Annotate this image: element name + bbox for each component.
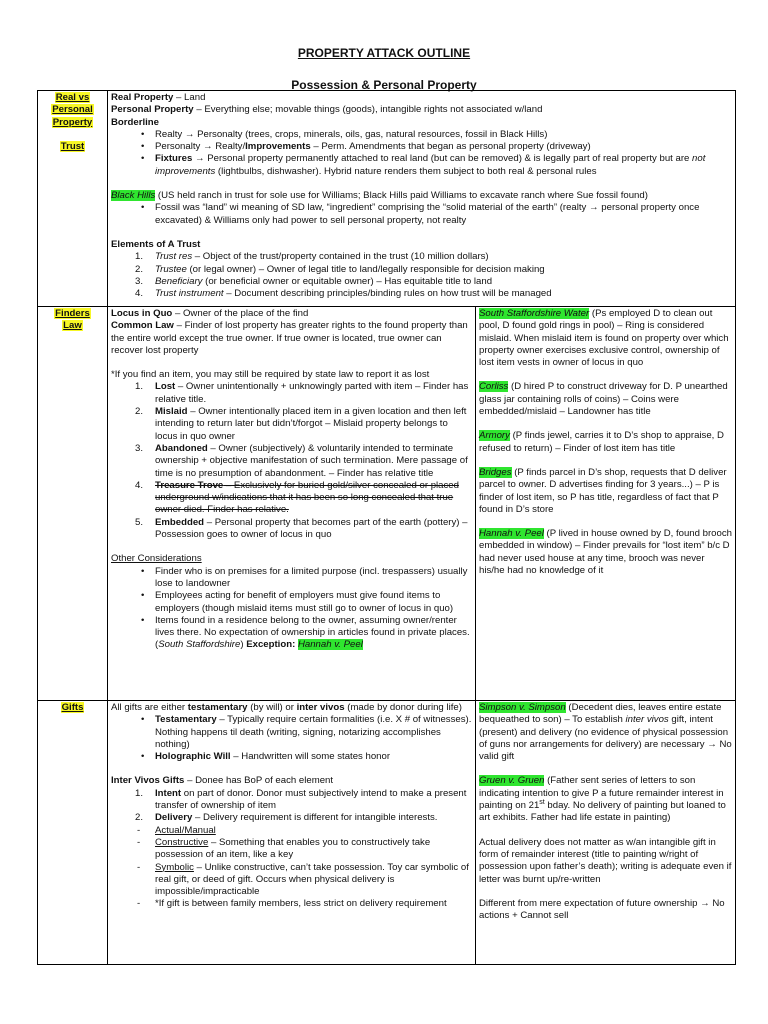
intro-text: All gifts are either [111,702,188,713]
case-corliss [479,381,732,418]
case-hannah-v-peel [479,528,732,577]
finders-rules [108,307,476,701]
row-finders-law [38,307,736,701]
south-staffordshire-ref: South Staffordshire [158,639,241,651]
embedded-term: Embedded [155,516,205,528]
improvements-def: – Perm. Amendments that began as personal property (driveway) [310,141,591,153]
testamentary-def: – Typically require certain formalities (i.e. X # of witnesses). Nothing happens til death (writing, signing, notarizing accomplishes nothing) [155,714,472,750]
num: 2. [135,812,144,824]
symbolic-term: Symbolic [155,861,194,873]
finder-category [111,517,472,542]
family-note: *If gift is between family members, less strict on delivery requirement [155,898,447,910]
personal-property-def: – Everything else; movable things (goods), intangible rights not associated w/land [193,104,543,116]
finder-category [111,406,472,443]
mislaid-term: Mislaid [155,406,188,418]
locus-line [111,308,472,320]
personal-property-line [111,104,732,116]
label-cell-gifts [38,701,108,965]
real-personal-content [108,91,736,307]
label-law: Law [63,320,82,332]
actual-manual: Actual/Manual [155,824,216,836]
hannah-ref: Hannah v. Peel [297,639,363,651]
actual-delivery-note: Actual delivery does not matter as w/an intangible gift in form of remainder interest (title to painting w/right of possession upon father’s death); writing is adequate even if letter was burnt up/re-written [479,836,732,885]
exception-label: Exception: [246,639,296,651]
ordinal-suffix: st [539,798,545,806]
num: 2. [135,263,144,275]
case-simpson [479,702,732,763]
num: 2. [135,406,144,418]
black-hills-case [111,190,732,202]
gifts-intro [111,702,472,714]
constructive-def: – Something that enables you to constructively take possession of an item, like a key [155,836,431,861]
borderline-item [111,129,732,141]
num: 4. [135,288,144,300]
label-trust: Trust [60,141,85,153]
black-hills-facts: (US held ranch in trust for sole use for Williams; Black Hills paid Williams to excavate ranch where Sue fossil found) [155,190,648,202]
trust-element [111,276,732,288]
delivery-term: Delivery [155,812,193,824]
case-text: (D hired P to construct driveway for D. P unearthed glass jar containing rolls of coins) – Coins were embedded/mislaid – Landowner has title [479,381,728,418]
not-improvements: not improvements [155,153,706,177]
label-cell-real [38,91,108,307]
trust-instrument-term: Trust instrument [155,288,224,300]
delivery-type [111,837,472,862]
trustee-term: Trustee [155,263,187,275]
num: 1. [135,251,144,263]
intro-text: (made by donor during life) [344,702,462,713]
case-text: (Ps employed D to clean out pool, D found gold rings in pool) – Ring is considered mislaid. When mislaid item is found on property over which property owner exercises exclusive control, ownership of lost item vests in owner of locus in quo [479,308,729,369]
num: 3. [135,442,144,454]
case-name: Simpson v. Simpson [479,702,566,713]
fixtures-hybrid: (lightbulbs, dishwasher). Hybrid nature renders them subject to both real & personal rules [215,165,597,177]
borderline-list [111,129,732,178]
consideration-item: • Finder who is on premises for a limited purpose (incl. trespassers) usually lose to landowner [111,566,472,591]
common-law-line [111,320,472,357]
row-real-vs-personal [38,91,736,307]
label-cell-finders [38,307,108,701]
consideration-item: • Employees acting for benefit of employers must give found items to employers (though mislaid items must still go to owner of locus in quo) [111,590,472,615]
delivery-type [111,825,472,837]
real-property-term: Real Property [111,92,174,103]
case-text: (Decedent dies, leaves entire estate bequeathed to son) – To establish [479,702,722,726]
delivery-type [111,898,472,910]
case-name: South Staffordshire Water [479,308,590,319]
mislaid-def: – Owner intentionally placed item in a given location and then left intending to return later but didn’t/forgot – Mislaid property belongs to locus in quo owner [155,406,467,442]
case-south-staffordshire [479,308,732,369]
lost-term: Lost [155,381,176,393]
delivery-types [111,825,472,911]
beneficiary-def: (or beneficial owner or equitable owner) – Has equitable title to land [202,275,493,287]
case-text: (Father sent series of letters to son indicating intention to give P a future remainder interest in painting on 21 [479,775,724,812]
case-text-italic: inter vivos [625,714,669,726]
borderline-realty: Realty → Personalty (trees, crops, minerals, oils, gas, natural resources, fossil in Black Hills) [155,128,548,140]
common-law-def: – Finder of lost property has greater rights to the found property than the entire world except the true owner. If true owner is located, true owner can recover lost property [111,320,468,356]
black-hills-name: Black Hills [111,190,156,202]
case-name: Armory [479,430,510,442]
case-name: Gruen v. Gruen [479,775,545,787]
case-text: bday. No delivery of painting but loaned to art exhibits. Father had life estate in painting) [479,800,726,824]
num: 1. [135,381,144,393]
symbolic-def: – Unlike constructive, can’t take possession. Toy car symbolic of real gift, or deed of gift. Occurs when physical delivery is impossible/impracticable [155,861,469,898]
gift-type-item [111,751,472,763]
finder-category-struck [111,480,472,517]
black-hills-holding: • Fossil was “land” wi meaning of SD law, “ingredient” comprising the “solid material of the earth” (realty → personal property once excavated) & Williams only had power to sell personal property, not realty [111,202,732,227]
real-property-def: – Land [173,92,206,103]
section-subtitle: Possession & Personal Property [291,78,477,92]
finders-cases [476,307,736,701]
real-property-line [111,92,732,104]
trust-elements [111,251,732,300]
inter-vivos-def: – Donee has BoP of each element [184,775,334,787]
label-real-vs: Real vs [55,92,90,103]
element-intent [111,788,472,813]
common-law-term: Common Law [111,320,174,332]
locus-term: Locus in Quo [111,308,173,319]
gifts-rules [108,701,476,965]
case-text: (P finds jewel, carries it to D’s shop to appraise, D refused to return) – Finder of lost item has title [479,430,724,454]
state-law-note: *If you find an item, you may still be required by state law to report it as lost [111,369,430,381]
element-delivery [111,812,472,824]
trust-element [111,288,732,300]
num: 1. [135,787,144,799]
case-armory [479,430,732,455]
finder-categories [111,381,472,541]
other-considerations-heading: Other Considerations [111,553,202,565]
case-name: Corliss [479,381,509,393]
gifts-cases [476,701,736,965]
lost-def: – Owner unintentionally + unknowingly parted with item – Finder has relative title. [155,381,469,405]
intro-text: (by will) or [247,702,297,713]
delivery-type [111,862,472,899]
trust-instrument-def: – Document describing principles/binding rules on how trust will be managed [223,288,552,300]
fixtures-but: but are [659,153,693,165]
case-gruen [479,775,732,824]
abandoned-term: Abandoned [155,442,208,454]
label-finders: Finders [55,308,90,319]
testamentary-ref: testamentary [187,702,248,713]
borderline-personalty: Personalty → Realty/ [155,141,246,153]
label-property: Property [52,116,93,128]
borderline-heading: Borderline [111,116,159,128]
case-text: (P finds parcel in D’s shop, requests that D deliver parcel to owner. D advertises finding for 3 years...) – P is finder of lost item, so P has title, regardless of fact that P found in D’s store [479,466,727,515]
consideration-item [111,615,472,652]
inter-vivos-elements [111,788,472,825]
num: 4. [135,479,144,491]
treasure-trove-def: – Exclusively for buried gold/silver concealed or placed underground w/indications that it has been so long concealed that true owner died. Finder has relative. [155,479,459,516]
constructive-term: Constructive [155,836,209,848]
row-gifts [38,701,736,965]
num: 5. [135,516,144,528]
case-text: gift, intent (present) and delivery (no evidence of physical possession of guns nor arrangements for delivery) are necessary → No valid gift [479,714,732,763]
outline-table [37,90,736,965]
case-bridges [479,467,732,516]
case-name: Bridges [479,466,512,478]
trust-element [111,264,732,276]
trust-res-term: Trust res [155,251,193,263]
intent-def: on part of donor. Donor must subjectively intend to make a present transfer of ownership of item [155,787,467,812]
delivery-def: – Delivery requirement is different for intangible interests. [192,812,438,824]
holographic-def: – Handwritten will some states honor [230,751,391,763]
inter-vivos-line [111,775,472,787]
outline-title: PROPERTY ATTACK OUTLINE [297,46,471,60]
testamentary-term: Testamentary [155,714,217,726]
finder-category [111,443,472,480]
treasure-trove-term: Treasure Trove [155,479,224,491]
holographic-term: Holographic Will [155,751,231,763]
fixtures-def: → Personal property permanently attached to real land (but can be removed) & is legally part of real property [192,153,657,165]
fixtures-term: Fixtures [155,153,193,165]
borderline-item [111,153,732,178]
trustee-def: (or legal owner) – Owner of legal title to land/legally responsible for decision making [186,263,545,275]
case-text: (P lived in house owned by D, found brooch embedded in window) – Finder prevails for “lost item” b/c D had never used house at any time, brooch was never his/he had no knowledge of it [479,528,732,577]
residence-close: ) [240,639,247,651]
trust-heading: Elements of A Trust [111,238,201,250]
improvements-term: Improvements [245,141,311,153]
gift-types-list [111,714,472,763]
personal-property-term: Personal Property [111,104,194,116]
other-considerations-list [111,566,472,652]
embedded-def: – Personal property that becomes part of the earth (pottery) – Possession goes to owner of locus in quo [155,516,468,541]
locus-def: – Owner of the place of the find [172,308,309,319]
beneficiary-term: Beneficiary [155,275,203,287]
case-name: Hannah v. Peel [479,528,544,540]
borderline-item [111,141,732,153]
future-expectation-note: Different from mere expectation of future ownership → No actions + Cannot sell [479,897,725,922]
inter-vivos-term: Inter Vivos Gifts [111,775,185,787]
num: 3. [135,275,144,287]
abandoned-def: – Owner (subjectively) & voluntarily intended to terminate ownership + objective manifestation of such termination. Mere passage of time is no presumption of abandonment. – Finder has relative title [155,442,468,479]
gift-type-item [111,714,472,751]
trust-res-def: – Object of the trust/property contained in the trust (10 million dollars) [192,251,489,263]
label-gifts: Gifts [61,702,84,713]
finder-category [111,381,472,406]
residence-text: Items found in a residence belong to the owner, assuming owner/renter lives there. No expectation of ownership in articles found in private places. ( [155,614,470,651]
trust-element [111,251,732,263]
label-personal: Personal [52,104,93,116]
inter-vivos-ref: inter vivos [296,702,345,713]
intent-term: Intent [155,787,182,799]
black-hills-list [111,202,732,227]
